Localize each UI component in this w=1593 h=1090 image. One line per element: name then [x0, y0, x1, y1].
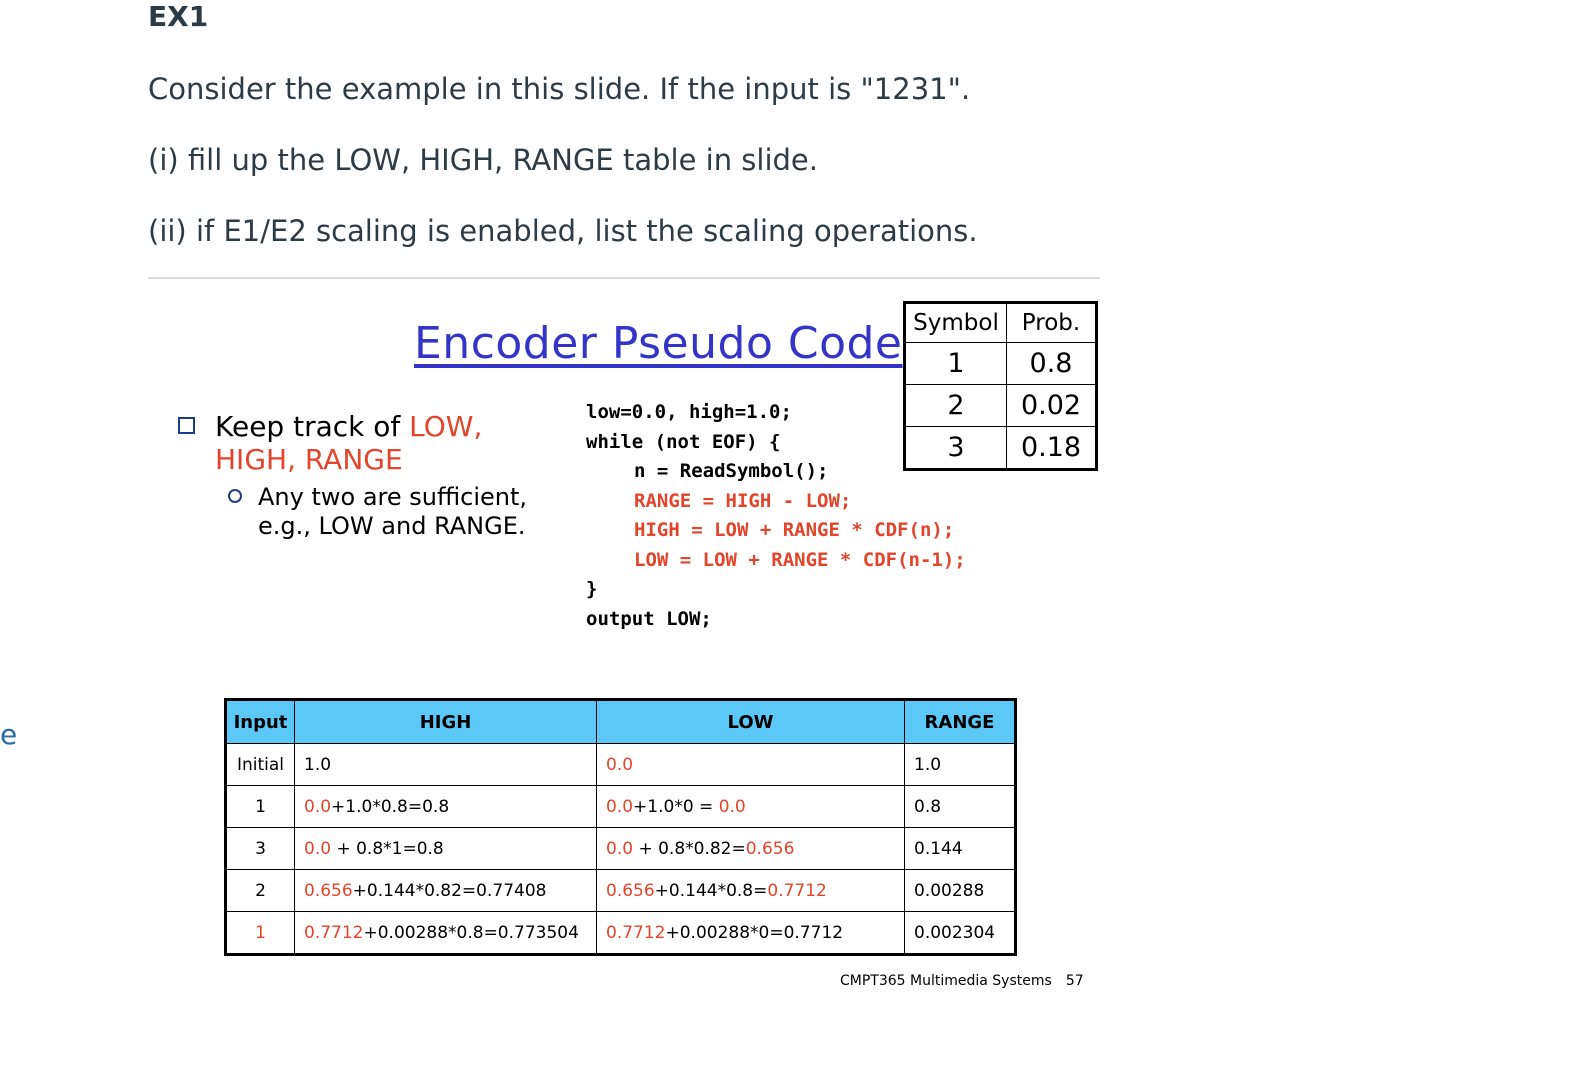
footer-page-number: 57 — [1065, 973, 1084, 989]
prob-value-cell: 0.8 — [1007, 343, 1097, 385]
bullet-any-two — [228, 483, 527, 541]
low-red-part: 0.0 — [606, 838, 634, 859]
low-rest-part: +0.00288*0=0.7712 — [665, 922, 844, 943]
low-red-part: 0.0 — [606, 796, 634, 817]
high-red-part: 0.656 — [304, 880, 353, 901]
high-cell — [295, 870, 597, 912]
prob-symbol-cell: 2 — [905, 385, 1007, 427]
high-rest-part: + 0.8*1=0.8 — [331, 838, 444, 859]
low-cell — [597, 828, 905, 870]
table-row — [226, 870, 1016, 912]
high-rest-part: +0.144*0.82=0.77408 — [352, 880, 547, 901]
low-cell — [597, 786, 905, 828]
table-row — [226, 744, 1016, 786]
circle-bullet-icon — [228, 489, 242, 503]
prob-symbol-cell: 1 — [905, 343, 1007, 385]
low-red-result: 0.0 — [718, 796, 746, 817]
low-rest-part: +0.144*0.8= — [654, 880, 768, 901]
low-cell — [597, 744, 905, 786]
prob-header-symbol: Symbol — [905, 303, 1007, 343]
horizontal-divider — [148, 277, 1100, 279]
range-cell: 0.002304 — [905, 912, 1016, 955]
code-line: low=0.0, high=1.0; — [586, 401, 792, 423]
range-cell: 0.8 — [905, 786, 1016, 828]
table-row — [226, 912, 1016, 955]
high-cell — [295, 786, 597, 828]
low-red-part: 0.0 — [606, 754, 634, 775]
exercise-paragraph-2: (i) fill up the LOW, HIGH, RANGE table in slide. — [148, 143, 818, 177]
range-cell: 1.0 — [905, 744, 1016, 786]
header-range: RANGE — [905, 700, 1016, 744]
code-line: LOW = LOW + RANGE * CDF(n-1); — [634, 548, 966, 571]
range-cell: 0.144 — [905, 828, 1016, 870]
input-cell: 2 — [226, 870, 295, 912]
low-rest-part: + 0.8*0.82= — [633, 838, 746, 859]
low-red-result: 0.656 — [745, 838, 795, 859]
exercise-paragraph-1: Consider the example in this slide. If the input is "1231". — [148, 72, 971, 106]
exercise-paragraph-3: (ii) if E1/E2 scaling is enabled, list the scaling operations. — [148, 214, 978, 248]
code-line: RANGE = HIGH - LOW; — [634, 489, 852, 512]
header-low: LOW — [597, 700, 905, 744]
header-input: Input — [226, 700, 295, 744]
code-line: } — [586, 578, 598, 600]
prob-value-cell: 0.02 — [1007, 385, 1097, 427]
slide-footer — [840, 973, 1084, 989]
prob-table-header-row — [905, 303, 1097, 343]
prob-value-cell: 0.18 — [1007, 427, 1097, 470]
input-cell: Initial — [226, 744, 295, 786]
table-row — [226, 828, 1016, 870]
low-red-result: 0.7712 — [767, 880, 827, 901]
high-rest-part: +0.00288*0.8=0.773504 — [363, 922, 579, 943]
code-line: HIGH = LOW + RANGE * CDF(n); — [634, 519, 955, 541]
square-bullet-icon — [178, 417, 195, 434]
sub-bullet-line-2: e.g., LOW and RANGE. — [258, 512, 526, 540]
high-rest-part: 1.0 — [304, 754, 332, 775]
range-cell: 0.00288 — [905, 870, 1016, 912]
high-cell — [295, 744, 597, 786]
low-cell — [597, 870, 905, 912]
prob-table-row — [905, 343, 1097, 385]
bullet-highlight-high-range: HIGH, RANGE — [215, 443, 403, 476]
prob-symbol-cell: 3 — [905, 427, 1007, 470]
low-red-part: 0.7712 — [606, 922, 666, 943]
high-red-part: 0.7712 — [304, 922, 364, 943]
sub-bullet-line-1: Any two are sufficient, — [258, 483, 528, 511]
code-line: output LOW; — [586, 607, 712, 630]
left-edge-fragment: e — [0, 718, 18, 751]
input-cell: 3 — [226, 828, 295, 870]
low-rest-part: +1.0*0 = — [633, 796, 719, 817]
pseudo-code-block — [586, 398, 966, 634]
slide-title: Encoder Pseudo Code — [414, 318, 903, 369]
high-red-part: 0.0 — [304, 838, 332, 859]
low-high-range-table — [224, 698, 1017, 956]
input-cell: 1 — [226, 786, 295, 828]
table-row — [226, 786, 1016, 828]
input-cell: 1 — [226, 912, 295, 955]
code-line: while (not EOF) { — [586, 430, 781, 453]
footer-course: CMPT365 Multimedia Systems — [840, 973, 1052, 989]
high-rest-part: +1.0*0.8=0.8 — [331, 796, 450, 817]
high-red-part: 0.0 — [304, 796, 332, 817]
prob-header-prob: Prob. — [1007, 303, 1097, 343]
bullet-keep-track — [178, 410, 482, 476]
exercise-title: EX1 — [148, 0, 209, 33]
low-red-part: 0.656 — [606, 880, 655, 901]
bullet-highlight-low: LOW, — [409, 410, 483, 443]
high-cell — [295, 828, 597, 870]
header-high: HIGH — [295, 700, 597, 744]
code-line: n = ReadSymbol(); — [634, 460, 829, 482]
main-table-header-row — [226, 700, 1016, 744]
low-cell — [597, 912, 905, 955]
high-cell — [295, 912, 597, 955]
bullet-prefix: Keep track of — [215, 410, 410, 443]
